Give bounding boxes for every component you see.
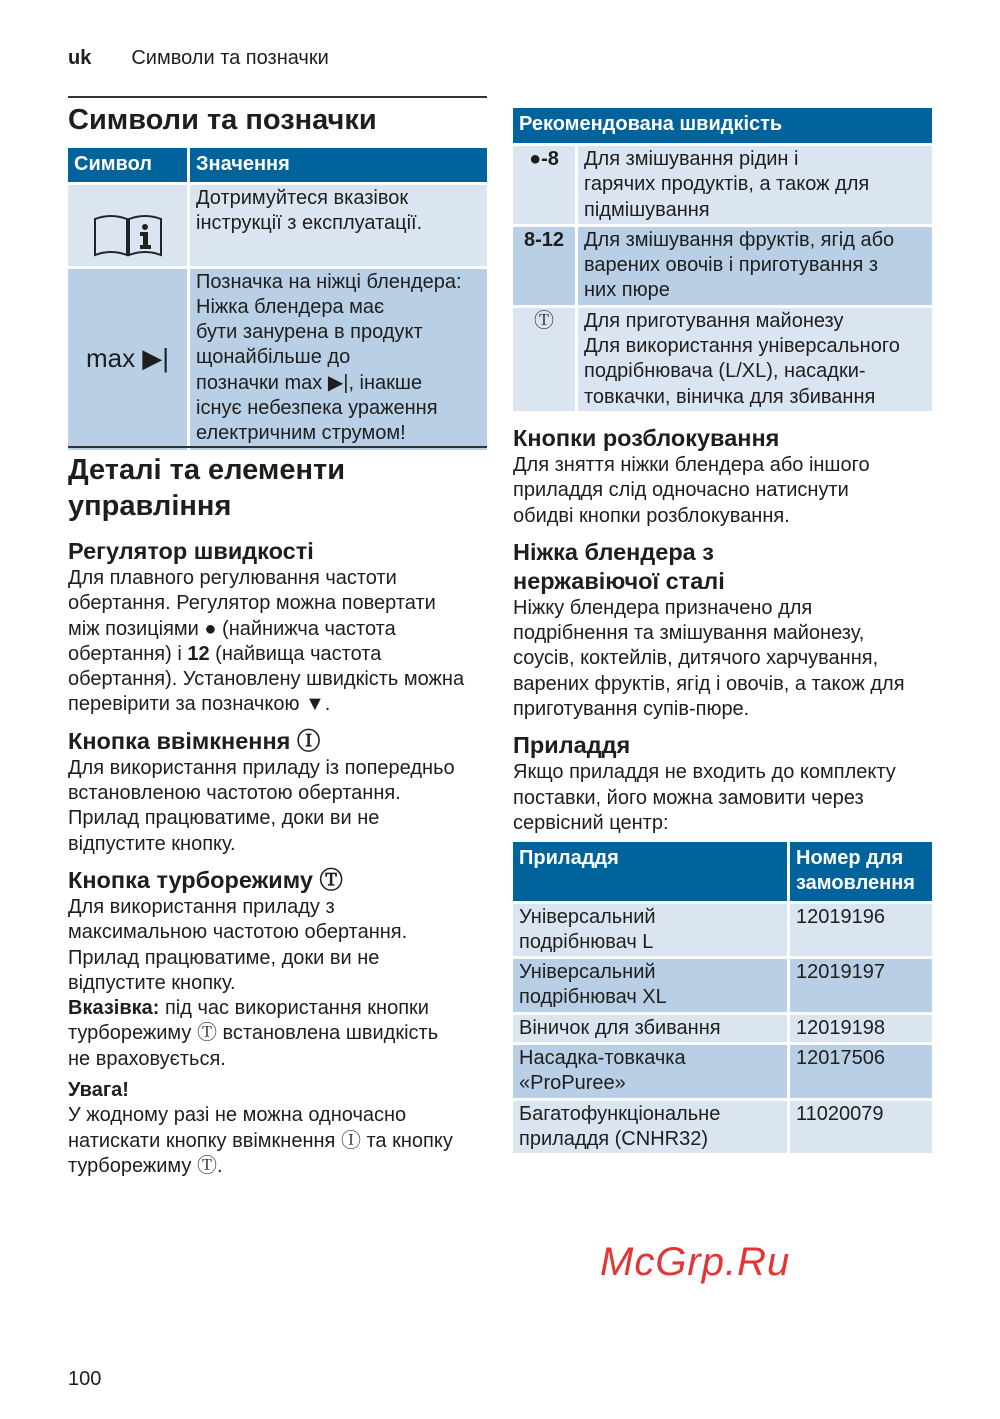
text: Для плавного регулювання частоти обертання. Регулятор можна повертати між позиціями ● (найнижча частота обертання) і [68, 567, 436, 665]
accessory-name: Багатофункціональне приладдя (CNHR32) [513, 1101, 787, 1154]
book-info-icon [68, 185, 187, 266]
col-header-order-number: Номер для замовлення [790, 842, 932, 901]
table-row [513, 227, 932, 305]
accessory-name: Універсальний подрібнювач XL [513, 959, 787, 1012]
section-title-details: Деталі та елементи управління [68, 454, 346, 522]
speed-description: Для змішування рідин і гарячих продуктів, а також для підмішування [578, 146, 932, 224]
table-row [513, 904, 932, 957]
order-number: 12017506 [790, 1045, 932, 1098]
unlock-buttons-heading: Кнопки розблокування [513, 425, 780, 451]
col-header-meaning: Значення [190, 148, 487, 182]
accessory-name: Віничок для збивання [513, 1015, 787, 1042]
table-row [513, 959, 932, 1012]
divider [68, 446, 487, 448]
accessories-heading: Приладдя [513, 732, 631, 759]
order-number: 12019198 [790, 1015, 932, 1042]
max-mark-symbol: max ▶| [68, 269, 187, 450]
speed-table [513, 108, 932, 411]
order-number: 11020079 [790, 1101, 932, 1154]
speed-max: 12 [187, 642, 210, 665]
table-row [513, 308, 932, 411]
warning-text: У жодному разі не можна одночасно натискати кнопку ввімкнення Ⓘ та кнопку турборежиму Ⓣ. [68, 1104, 453, 1177]
page-number: 100 [68, 1368, 102, 1390]
turbo-button-heading: Кнопка турборежиму Ⓣ [68, 866, 343, 893]
table-row [68, 185, 487, 266]
text: (найвища частота обертання). Установлену швидкість можна перевірити за позначкою ▼. [68, 642, 465, 716]
meaning-text: Позначка на ніжці блендера: Ніжка блендера має бути занурена в продукт щонайбільше до позначки max ▶|, інакше існує небезпека ураження електричним струмом! [190, 269, 487, 450]
language-code: uk [68, 47, 92, 69]
watermark: McGrp.Ru [600, 1240, 791, 1284]
accessory-name: Насадка-товкачка «ProPuree» [513, 1045, 787, 1098]
turbo-note [68, 996, 498, 1072]
speed-description: Для приготування майонезу Для використання універсального подрібнювача (L/XL), насадки- товкачки, віничка для збивання [578, 308, 932, 411]
accessories-table [513, 842, 932, 1153]
section-title-symbols: Символи та позначки [68, 104, 377, 136]
table-row [68, 269, 487, 450]
speed-description: Для змішування фруктів, ягід або варених овочів і приготування з них пюре [578, 227, 932, 305]
speed-regulator-text [68, 566, 498, 718]
unlock-buttons-text: Для зняття ніжки блендера або іншого приладдя слід одночасно натиснути обидві кнопки розблокування. [513, 454, 870, 527]
speed-value: 8-12 [513, 227, 575, 305]
speed-table-header: Рекомендована швидкість [513, 108, 932, 143]
right-sections [513, 424, 943, 836]
running-header [68, 47, 329, 70]
running-title: Символи та позначки [131, 47, 329, 69]
order-number: 12019197 [790, 959, 932, 1012]
col-header-accessory: Приладдя [513, 842, 787, 901]
accessories-text: Якщо приладдя не входить до комплекту поставки, його можна замовити через сервісний центр: [513, 761, 896, 834]
note-text: під час використання кнопки турборежиму Ⓣ встановлена швидкість не враховується. [68, 997, 439, 1070]
blender-leg-text: Ніжку блендера призначено для подрібнення та змішування майонезу, соусів, коктейлів, дитячого харчування, варених фруктів, ягід і овочів, а також для приготування супів-пюре. [513, 596, 905, 721]
table-row [513, 1015, 932, 1042]
warning-heading: Увага! [68, 1079, 129, 1102]
table-row [513, 1101, 932, 1154]
meaning-text: Дотримуйтеся вказівок інструкції з експлуатації. [190, 185, 487, 266]
table-row [513, 1045, 932, 1098]
speed-value: ●-8 [513, 146, 575, 224]
order-number: 12019196 [790, 904, 932, 957]
divider [68, 96, 487, 98]
symbols-table [68, 148, 487, 450]
details-section [68, 452, 498, 1179]
turbo-icon: Ⓣ [513, 308, 575, 411]
speed-regulator-heading: Регулятор швидкості [68, 538, 314, 564]
col-header-symbol: Символ [68, 148, 187, 182]
power-button-text: Для використання приладу із попередньо встановленою частотою обертання. Прилад працюватиме, доки ви не відпустите кнопку. [68, 756, 455, 855]
note-label: Вказівка: [68, 997, 160, 1020]
turbo-button-text: Для використання приладу з максимальною частотою обертання. Прилад працюватиме, доки ви не відпустите кнопку. [68, 895, 408, 994]
blender-leg-heading: Ніжка блендера з нержавіючої сталі [513, 538, 725, 594]
accessory-name: Універсальний подрібнювач L [513, 904, 787, 957]
table-row [513, 146, 932, 224]
power-button-heading: Кнопка ввімкнення Ⓘ [68, 727, 321, 754]
